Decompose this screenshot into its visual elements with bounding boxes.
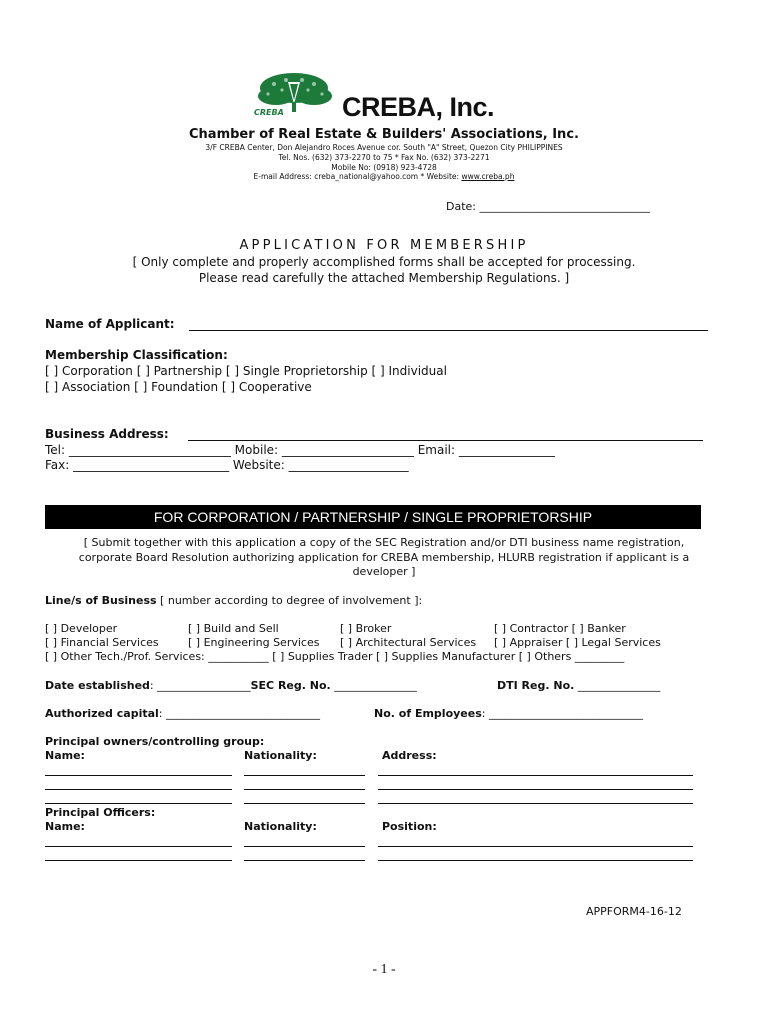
officer-name-field[interactable]: [45, 846, 232, 847]
org-address: 3/F CREBA Center, Don Alejandro Roces Avenue cor. South "A" Street, Quezon City PHILIPPINES: [205, 143, 563, 152]
officer-position-field[interactable]: [378, 860, 693, 861]
officer-nationality-field[interactable]: [244, 846, 365, 847]
instructions-line-1: [ Submit together with this application a copy of the SEC Registration and/or DTI business name registration,: [83, 536, 685, 549]
lob-heading: [45, 594, 422, 607]
authorized-capital-label: Authorized capital: [45, 707, 159, 720]
lob-other-services[interactable]: [ ] Other Tech./Prof. Services: ___________ [ ] Supplies Trader [ ] Supplies Manufacturer [ ] Others _________: [45, 650, 625, 663]
sec-reg-label: SEC Reg. No.: [250, 679, 331, 692]
lob-broker[interactable]: [ ] Broker: [340, 622, 392, 635]
registration-row: [45, 679, 417, 692]
logo-text: CREBA: [254, 108, 284, 117]
lob-label: Line/s of Business: [45, 594, 157, 607]
owner-address-field[interactable]: [378, 789, 693, 790]
employees-row: [374, 707, 643, 720]
org-tel: Tel. Nos. (632) 373-2270 to 75 * Fax No. (632) 373-2271: [278, 153, 490, 162]
authorized-capital-field[interactable]: : ____________________________: [158, 707, 320, 720]
date-established-field[interactable]: : _________________: [149, 679, 251, 692]
form-title: APPLICATION FOR MEMBERSHIP: [239, 238, 529, 253]
dti-reg-label: DTI Reg. No.: [497, 679, 575, 692]
lob-financial-services[interactable]: [ ] Financial Services: [45, 636, 159, 649]
officer-nationality-field[interactable]: [244, 860, 365, 861]
email-line: E-mail Address: creba_national@yahoo.com * Website:: [253, 172, 462, 181]
applicant-label: Name of Applicant:: [45, 317, 175, 331]
classification-options-1[interactable]: [ ] Corporation [ ] Partnership [ ] Single Proprietorship [ ] Individual: [45, 364, 447, 378]
section-banner: FOR CORPORATION / PARTNERSHIP / SINGLE PROPRIETORSHIP: [45, 505, 701, 529]
lob-architectural-services[interactable]: [ ] Architectural Services: [340, 636, 477, 649]
dti-reg-field[interactable]: _______________: [574, 679, 661, 692]
owner-nationality-field[interactable]: [244, 775, 365, 776]
owners-address-col: Address:: [382, 749, 437, 762]
applicant-name-field[interactable]: [189, 330, 708, 331]
employees-label: No. of Employees: [374, 707, 482, 720]
date-field[interactable]: Date: _______________________________: [446, 200, 650, 213]
lob-note: [ number according to degree of involvement ]:: [156, 594, 423, 607]
form-note-2: Please read carefully the attached Membership Regulations. ]: [198, 271, 570, 285]
org-mobile: Mobile No: (0918) 923-4728: [331, 163, 437, 172]
officer-position-field[interactable]: [378, 846, 693, 847]
owners-name-col: Name:: [45, 749, 85, 762]
owner-nationality-field[interactable]: [244, 803, 365, 804]
creba-tree-logo: [254, 72, 338, 120]
capital-row: [45, 707, 320, 720]
date-established-label: Date established: [45, 679, 150, 692]
dti-row: [497, 679, 660, 692]
officers-name-col: Name:: [45, 820, 85, 833]
tel-mobile-email-line[interactable]: Tel: ___________________________ Mobile: ______________________ Email: ________________: [45, 443, 555, 457]
owners-nationality-col: Nationality:: [244, 749, 317, 762]
owner-nationality-field[interactable]: [244, 789, 365, 790]
owner-name-field[interactable]: [45, 789, 232, 790]
owner-name-field[interactable]: [45, 775, 232, 776]
classification-label: Membership Classification:: [45, 348, 228, 362]
org-full-name: Chamber of Real Estate & Builders' Associations, Inc.: [189, 127, 579, 142]
sec-reg-field[interactable]: _______________: [330, 679, 417, 692]
form-code: APPFORM4-16-12: [586, 905, 682, 918]
owner-address-field[interactable]: [378, 803, 693, 804]
owner-name-field[interactable]: [45, 803, 232, 804]
employees-field[interactable]: : ____________________________: [481, 707, 643, 720]
lob-engineering-services[interactable]: [ ] Engineering Services: [188, 636, 320, 649]
owner-address-field[interactable]: [378, 775, 693, 776]
lob-developer[interactable]: [ ] Developer: [45, 622, 118, 635]
officers-nationality-col: Nationality:: [244, 820, 317, 833]
business-address-field[interactable]: [188, 440, 703, 441]
fax-website-line[interactable]: Fax: __________________________ Website: ____________________: [45, 458, 409, 472]
officer-name-field[interactable]: [45, 860, 232, 861]
owners-label: Principal owners/controlling group:: [45, 735, 265, 748]
officers-position-col: Position:: [382, 820, 437, 833]
business-address-label: Business Address:: [45, 427, 169, 441]
instructions-line-3: developer ]: [352, 565, 416, 578]
lob-appraiser-legal[interactable]: [ ] Appraiser [ ] Legal Services: [494, 636, 661, 649]
form-note-1: [ Only complete and properly accomplished forms shall be accepted for processing.: [132, 255, 636, 269]
lob-build-and-sell[interactable]: [ ] Build and Sell: [188, 622, 279, 635]
officers-label: Principal Officers:: [45, 806, 156, 819]
org-name: CREBA, Inc.: [342, 92, 495, 122]
instructions-line-2: corporate Board Resolution authorizing application for CREBA membership, HLURB registration if applicant is a: [78, 551, 690, 564]
lob-contractor-banker[interactable]: [ ] Contractor [ ] Banker: [494, 622, 626, 635]
org-contact: [0, 172, 768, 181]
page-number: - 1 -: [372, 962, 396, 977]
classification-options-2[interactable]: [ ] Association [ ] Foundation [ ] Cooperative: [45, 380, 312, 394]
website-link[interactable]: www.creba.ph: [461, 172, 515, 181]
